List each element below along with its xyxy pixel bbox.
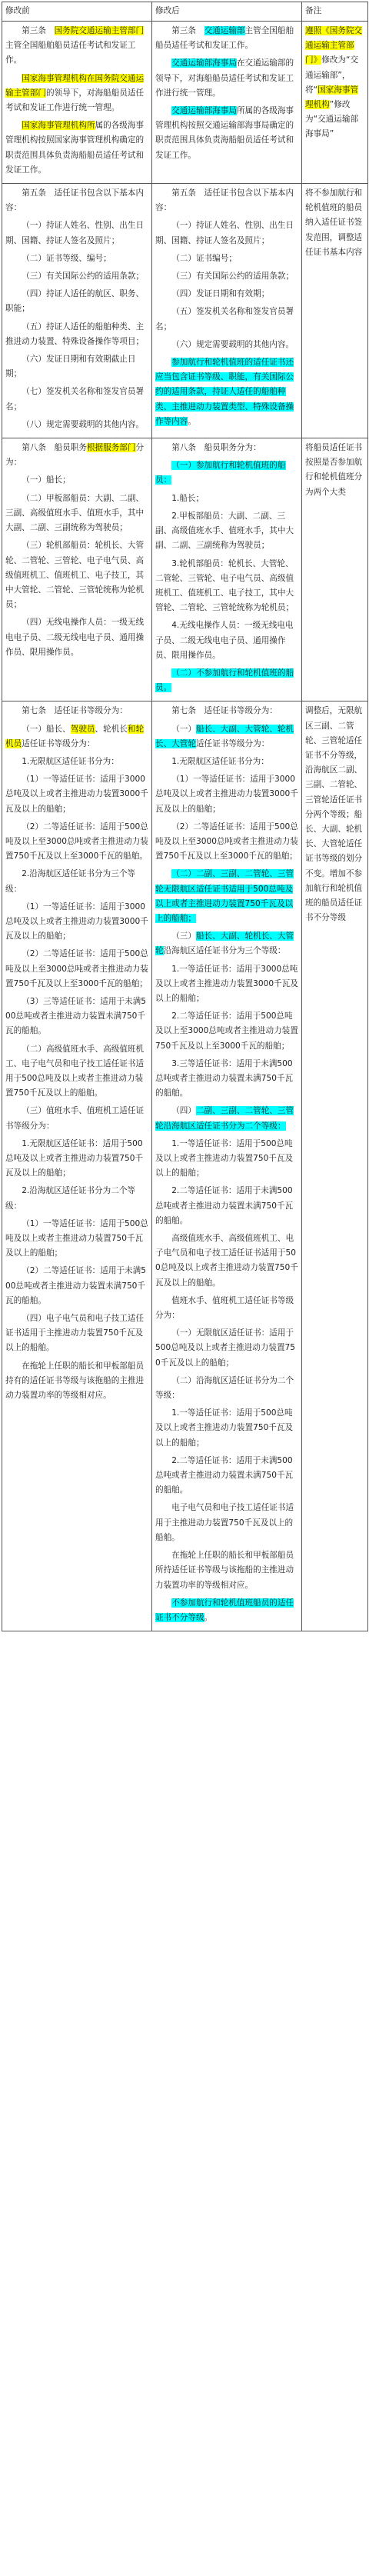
text-segment: （三） (171, 931, 196, 941)
highlighted-text: 交通运输部 (204, 26, 245, 35)
text-segment: 2.二等适任证书：适用于未满500总吨或者主推进动力装置未满750千瓦的船舶。 (155, 1455, 294, 1495)
paragraph (155, 1406, 298, 1451)
text-segment: 值班水手、值班机工适任证书等级分为： (155, 1295, 294, 1321)
paragraph (5, 772, 148, 817)
paragraph (155, 1057, 298, 1101)
highlighted-text: 国家海事管理机构 (305, 85, 359, 110)
paragraph (5, 1104, 148, 1133)
table-row (2, 184, 368, 438)
cell-after (152, 22, 302, 184)
paragraph (5, 1042, 148, 1101)
highlighted-text: 船长、大副、轮机长、大管轮 (155, 931, 294, 956)
header-note: 备注 (302, 2, 368, 22)
paragraph (155, 755, 298, 769)
paragraph (5, 755, 148, 769)
text-segment: 。 (204, 1612, 213, 1622)
text-segment: 修改为“交通运输部”，将“ (305, 55, 359, 95)
paragraph (5, 820, 148, 865)
text-segment: 3.三等适任证书：适用于未满500总吨或者主推进动力装置未满750千瓦的船舶。 (155, 1058, 294, 1098)
table-row (2, 701, 368, 1631)
paragraph (5, 947, 148, 991)
paragraph (5, 352, 148, 382)
text-segment: （二）甲板部船员：大副、二副、三副、高级值班水手、值班水手，其中大副、二副、三副统称为驾驶员； (5, 493, 145, 533)
text-segment: 在拖轮上任职的船长和甲板部船员持有的适任证书等级与该拖船的主推进动力装置功率的等级相对应。 (5, 1361, 145, 1401)
paragraph (5, 287, 148, 316)
text-segment: 的领导下，对海船船员适任考试和发证工作进行统一管理。 (5, 88, 145, 113)
text-segment: 第八条 船员职务分为： (171, 443, 261, 453)
paragraph (5, 995, 148, 1039)
paragraph (155, 509, 298, 554)
paragraph (5, 72, 148, 116)
text-segment: 1.无限航区适任证书：适用于500总吨及以上或者主推进动力装置750千瓦及以上的船舶； (5, 1138, 144, 1178)
paragraph (5, 1217, 148, 1261)
text-segment: ”修改为“交通运输部海事局” (305, 100, 359, 139)
paragraph (155, 666, 298, 695)
paragraph (5, 867, 148, 896)
highlighted-text: 交通运输部海事局 (171, 106, 237, 116)
paragraph (5, 1264, 148, 1308)
cell-note (302, 22, 368, 184)
text-segment: 4.无线电操作人员：一级无线电电子员、二级无线电电子员、通用操作员、限用操作员。 (155, 621, 294, 660)
paragraph (155, 557, 298, 616)
paragraph (5, 252, 148, 266)
paragraph (155, 618, 298, 663)
paragraph (5, 722, 148, 751)
highlighted-text: 和轮机员 (5, 724, 145, 748)
text-segment: （一）持证人姓名、性别、出生日期、国籍、持证人签名及照片； (155, 221, 294, 245)
highlighted-text: 国家海事管理机构在国务院交通运输主管部门 (5, 73, 145, 98)
text-segment: 第五条 适任证书包含以下基本内容： (5, 188, 145, 213)
paragraph (5, 538, 148, 612)
text-segment: 将船员适任证书按照是否参加航行和轮机值班分为两个大类 (305, 443, 363, 497)
highlighted-text: （二）不参加航行和轮机值班的船员。 (155, 668, 294, 693)
text-segment: （三）值班水手、值班机工适任证书等级分为： (5, 1106, 145, 1131)
paragraph (155, 355, 298, 429)
paragraph (155, 1548, 298, 1593)
text-segment: （三）有关国际公约的适用条款； (171, 272, 294, 282)
text-segment: 1.一等适任证书：适用于500总吨及以上或者主推进动力装置750千瓦及以上的船舶； (155, 1408, 294, 1448)
text-segment: 1.一等适任证书：适用于500总吨及以上或者主推进动力装置750千瓦及以上的船舶； (155, 1138, 294, 1178)
paragraph (155, 929, 298, 958)
paragraph (5, 118, 148, 178)
text-segment: 2.沿海航区适任证书分为三个等级： (5, 869, 136, 894)
paragraph (155, 1374, 298, 1403)
highlighted-text: 不参加航行和轮机值班船员的适任证书不分等级 (155, 1598, 294, 1622)
paragraph (5, 1137, 148, 1181)
paragraph (155, 269, 298, 284)
text-segment: 1.一等适任证书：适用于3000总吨及以上或者主推进动力装置3000千瓦及以上的船舶； (155, 964, 298, 1003)
text-segment: （三）轮机部船员：轮机长、大管轮、二管轮、三管轮、电子电气员、高级值班机工、值班机工、电子技工，其中大管轮、二管轮、三管轮统称为轮机员； (5, 541, 145, 610)
paragraph (305, 704, 364, 925)
paragraph (155, 1596, 298, 1625)
paragraph (5, 492, 148, 536)
text-segment: 第三条 (22, 26, 55, 35)
paragraph (155, 24, 298, 53)
text-segment: （四） (171, 1106, 196, 1116)
text-segment: 沿海航区适任证书分为三个等级： (163, 946, 286, 956)
paragraph (155, 186, 298, 215)
cell-after (152, 701, 302, 1631)
text-segment: （四）发证日期和有效期； (171, 289, 270, 299)
highlighted-text: 参加航行和轮机值班的适任证书还应当包含证书等级、职能，有关国际公约的适用条款，持证人适任的船舶种类、主推进动力装置类型、特殊设备操作等内容 (155, 358, 294, 426)
paragraph (5, 900, 148, 945)
text-segment: 第七条 适任证书等级分为： (171, 706, 278, 716)
highlighted-text: 根据服务部门 (86, 443, 136, 453)
paragraph (155, 305, 298, 334)
comparison-table (2, 2, 368, 1631)
text-segment: （四）持证人适任的航区、职务、职能； (5, 289, 145, 314)
paragraph (5, 441, 148, 470)
text-segment: （三）有关国际公约的适用条款； (22, 272, 145, 282)
table-row (2, 22, 368, 184)
text-segment: 1.无限航区适任证书分为： (171, 756, 269, 766)
text-segment: 第八条 船员职务 (22, 443, 87, 453)
highlighted-text: 国务院交通运输主管部门 (54, 26, 145, 35)
highlighted-text: 驾驶员 (70, 724, 95, 734)
text-segment: 1.船长； (171, 493, 204, 503)
paragraph (155, 1294, 298, 1323)
paragraph (155, 820, 298, 865)
paragraph (305, 441, 364, 500)
paragraph (305, 24, 364, 142)
text-segment: （1）一等适任证书：适用于500总吨及以上或者主推进动力装置750千瓦及以上的船舶； (5, 1218, 148, 1258)
text-segment: 1.无限航区适任证书分为： (22, 756, 119, 766)
text-segment: （一）船长； (22, 475, 71, 485)
text-segment: （二）证书编号； (171, 253, 237, 263)
text-segment: （一） (171, 724, 196, 734)
text-segment: （二）证书等级、编号； (22, 253, 111, 263)
cell-before (2, 22, 152, 184)
paragraph (5, 704, 148, 718)
paragraph (155, 867, 298, 926)
text-segment: 适任证书等级分为： (195, 738, 270, 748)
text-segment: 属的各级海事管理机构按照国家海事管理机构确定的职责范围具体负责海船船员适任考试和发证工作。 (5, 121, 145, 175)
header-after: 修改后 (152, 2, 302, 22)
text-segment: （2）二等适任证书：适用于500总吨及以上至3000总吨或者主推进动力装置750千瓦及以上至3000千瓦的船舶； (5, 949, 148, 988)
cell-after (152, 438, 302, 701)
paragraph (155, 338, 298, 352)
highlighted-text: 船长、大副、大管轮、轮机长、大管轮 (155, 724, 294, 748)
text-segment: （1）一等适任证书：适用于3000总吨及以上或者主推进动力装置3000千瓦及以上的船舶； (5, 775, 148, 814)
text-segment: （1）一等适任证书：适用于3000总吨及以上或者主推进动力装置3000千瓦及以上的船舶； (5, 901, 148, 941)
header-row (2, 2, 368, 22)
paragraph (5, 615, 148, 660)
highlighted-text: （二）二副、三副、二管轮、三管轮无限航区适任证书适用于500总吨及以上或者主推进动力装置750千瓦及以上的船舶； (155, 869, 294, 923)
paragraph (155, 1104, 298, 1133)
text-segment: （八）规定需要载明的其他内容。 (22, 419, 145, 429)
text-segment: 2.二等适任证书：适用于500总吨及以上至3000总吨或者主推进动力装置750千瓦及以上至3000千瓦的船舶； (155, 1011, 298, 1051)
paragraph (155, 492, 298, 506)
paragraph (5, 1311, 148, 1356)
header-before: 修改前 (2, 2, 152, 22)
text-segment: （2）二等适任证书：适用于500总吨及以上至3000总吨或者主推进动力装置750千瓦及以上至3000千瓦的船舶； (155, 821, 298, 861)
paragraph (155, 1501, 298, 1545)
text-segment: 主管全国船舶船员适任考试和发证工作。 (155, 26, 294, 51)
text-segment: （七）签发机关名称和签发官员署名； (5, 387, 145, 412)
text-segment: （五）签发机关名称和签发官员署名； (155, 307, 294, 332)
paragraph (305, 186, 364, 260)
paragraph (155, 1009, 298, 1054)
cell-before (2, 438, 152, 701)
cell-after (152, 184, 302, 438)
text-segment: 主管全国船舶船员适任考试和发证工作。 (5, 41, 136, 65)
text-segment: 第七条 适任证书等级分为： (22, 706, 128, 716)
paragraph (155, 1184, 298, 1228)
paragraph (155, 287, 298, 302)
text-segment: 、轮机长 (95, 724, 128, 734)
paragraph (155, 962, 298, 1007)
paragraph (155, 441, 298, 455)
paragraph (5, 320, 148, 349)
paragraph (5, 186, 148, 215)
text-segment: 适任证书等级分为： (22, 738, 95, 748)
text-segment: （四）电子电气员和电子技工适任证书适用于主推进动力装置750千瓦及以上的船舶。 (5, 1314, 145, 1353)
text-segment: （二）高级值班水手、高级值班机工、电子电气员和电子技工适任证书适用于500总吨及以上或者主推进动力装置750千瓦及以上的船舶。 (5, 1044, 145, 1098)
text-segment: 调整后，无限航区三副、二管轮、三管轮适任证书不分等级，沿海航区二副、三副、二管轮、三管轮适任证书分两个等级；船长、大副、轮机长、大管轮适任证书等级的划分不变。增加不参加航行和轮机值班的船员适任证书不分等级 (305, 706, 363, 923)
highlighted-text: 二副、三副、二管轮、三管轮沿海航区适任证书分为二个等级： (155, 1106, 294, 1131)
text-segment: 分为： (5, 443, 145, 468)
highlighted-text: （一）参加航行和轮机值班的船员： (155, 461, 286, 485)
paragraph (5, 473, 148, 488)
text-segment: 第五条 适任证书包含以下基本内容： (155, 188, 294, 213)
paragraph (5, 1359, 148, 1404)
text-segment: （1）一等适任证书：适用于3000总吨及以上或者主推进动力装置3000千瓦及以上的船舶； (155, 775, 298, 814)
cell-note (302, 438, 368, 701)
paragraph (5, 218, 148, 248)
text-segment: （一）持证人姓名、性别、出生日期、国籍、持证人签名及照片； (5, 221, 145, 245)
paragraph (155, 252, 298, 266)
paragraph (5, 269, 148, 284)
cell-note (302, 184, 368, 438)
text-segment: 所属的各级海事管理机构按照交通运输部海事局确定的职责范围具体负责海船船员适任考试和发证工作。 (155, 106, 294, 160)
text-segment: 在交通运输部的领导下，对海船船员适任考试和发证工作进行统一管理。 (155, 58, 294, 98)
paragraph (155, 458, 298, 488)
text-segment: （3）三等适任证书：适用于未满500总吨或者主推进动力装置未满750千瓦的船舶。 (5, 996, 146, 1036)
highlighted-text: 交通运输部海事局 (171, 58, 237, 68)
paragraph (155, 1137, 298, 1181)
paragraph (155, 1231, 298, 1291)
table-row (2, 438, 368, 701)
text-segment: 在拖轮上任职的船长和甲板部船员所持适任证书等级与该拖船的主推进动力装置功率的等级相对应。 (155, 1551, 294, 1590)
paragraph (155, 772, 298, 817)
text-segment: 3.轮机部船员：轮机长、大管轮、二管轮、三管轮、电子电气员、高级值班机工、值班机工、电子技工，其中大管轮、二管轮、三管轮统称为轮机员； (155, 558, 294, 613)
text-segment: 2.二等适任证书：适用于未满500总吨或者主推进动力装置未满750千瓦的船舶。 (155, 1186, 294, 1225)
paragraph (155, 56, 298, 101)
text-segment: 将不参加航行和轮机值班的船员纳入适任证书签发范围，调整适任证书基本内容 (305, 188, 363, 257)
text-segment: （2）二等适任证书：适用于未满500总吨或者主推进动力装置未满750千瓦的船舶。 (5, 1266, 146, 1305)
paragraph (5, 418, 148, 432)
text-segment: （四）无线电操作人员：一级无线电电子员、二级无线电电子员、通用操作员、限用操作员。 (5, 618, 145, 657)
text-segment: 2.甲板部船员：大副、二副、三副、高级值班水手、值班水手，其中大副、二副、三副统称为驾驶员； (155, 511, 294, 551)
paragraph (5, 385, 148, 414)
paragraph (155, 1326, 298, 1371)
cell-note (302, 701, 368, 1631)
paragraph (5, 24, 148, 68)
text-segment: （二）沿海航区适任证书分为二个等级： (155, 1375, 294, 1401)
text-segment: 电子电气员和电子技工适任证书适用于主推进动力装置750千瓦及以上的船舶。 (155, 1503, 294, 1542)
cell-before (2, 184, 152, 438)
paragraph (155, 722, 298, 751)
text-segment: 2.沿海航区适任证书分为二个等级： (5, 1186, 136, 1211)
text-segment: 第三条 (171, 26, 204, 35)
highlighted-text: 遵照《国务院交通运输主管部门》 (305, 26, 363, 65)
paragraph (155, 1454, 298, 1498)
paragraph (155, 704, 298, 718)
text-segment: （六）发证日期和有效期截止日期； (5, 355, 136, 379)
text-segment: 。 (188, 416, 196, 426)
text-segment: （五）持证人适任的船舶种类、主推进动力装置、特殊设备操作等项目； (5, 322, 145, 346)
text-segment: （2）二等适任证书：适用于500总吨及以上至3000总吨或者主推进动力装置750千瓦及以上至3000千瓦的船舶。 (5, 821, 148, 861)
text-segment: 高级值班水手、高级值班机工、电子电气员和电子技工适任证书适用于500总吨及以上或者主推进动力装置750千瓦及以上的船舶。 (155, 1234, 298, 1288)
paragraph (5, 1184, 148, 1213)
highlighted-text: 国家海事管理机构所 (22, 121, 95, 131)
text-segment: （一）船长、 (22, 724, 71, 734)
text-segment: （一）无限航区适任证书：适用于500总吨及以上或者主推进动力装置750千瓦及以上的船舶； (155, 1328, 296, 1368)
text-segment: （六）规定需要载明的其他内容。 (171, 339, 294, 349)
paragraph (155, 104, 298, 163)
cell-before (2, 701, 152, 1631)
paragraph (155, 218, 298, 248)
